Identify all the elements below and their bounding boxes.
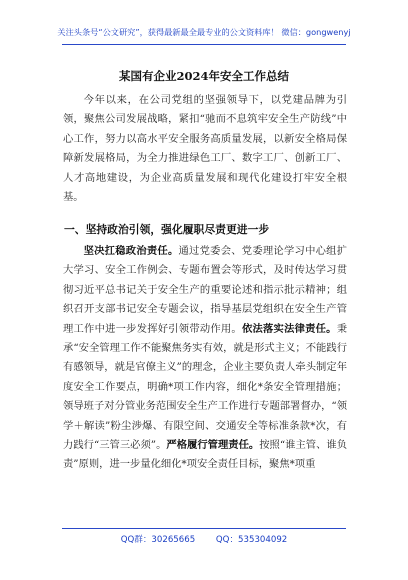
intro-paragraph-block <box>63 91 347 207</box>
paragraph-text-3: 按照“谁主管、谁负责”原则，进一步量化细化*项安全责任目标，聚焦*项重 <box>63 439 347 471</box>
bold-lead-1: 坚决扛稳政治责任。 <box>83 245 179 257</box>
intro-paragraph: 今年以来，在公司党组的坚强领导下，以党建品牌为引领，聚焦公司发展战略，紧扣“驰而不息筑牢安全生产防线”中心工作，努力以高水平安全服务高质量发展，以新安全格局保障新发展格局，为全力推进绿色工厂、数字工厂、创新工厂、人才高地建设，为企业高质量发展和现代化建设打牢安全根基。 <box>63 94 347 204</box>
bold-lead-2: 依法落实法律责任。 <box>241 322 337 335</box>
document-title: 某国有企业2024年安全工作总结 <box>118 69 289 83</box>
header-banner: 关注头条号“公文研究”，获得最新最全最专业的公文资料库！ 微信：gongwenyj <box>57 27 351 37</box>
bold-lead-3: 严格履行管理责任。 <box>166 439 260 452</box>
header-divider <box>62 44 346 45</box>
paragraph-text-1: 通过党委会、党委理论学习中心组扩大学习、安全工作例会、专题布置会等形式，及时传达学习贯彻习近平总书记关于安全生产的重要论述和指示批示精神；组织召开支部书记安全专题会议，指导基层党组织在安全生产管理工作中进一步发挥好引领带动作用。 <box>63 245 348 335</box>
main-paragraph <box>63 242 347 475</box>
footer-contact <box>0 533 408 545</box>
footer-qq-group: QQ群：30265665 <box>120 535 196 545</box>
footer-qq: QQ：535304092 <box>215 535 288 545</box>
footer-divider <box>62 528 346 529</box>
section-heading: 一、坚持政治引领，强化履职尽责更进一步 <box>64 223 270 236</box>
main-paragraph-block <box>63 242 347 475</box>
paragraph-text-2: 秉承“安全管理工作不能聚焦务实有效，就是形式主义；不能践行有感领导，就是官僚主义”的理念，企业主要负责人牵头制定年度安全工作要点，明确*项工作内容，细化*条安全管理措施；领导班子对分管业务范围安全生产工作进行专题部署督办，“领学＋解读”粉尘涉爆、有限空间、交通安全等标准条款*次，有力践行“三管三必须”。 <box>63 322 348 452</box>
